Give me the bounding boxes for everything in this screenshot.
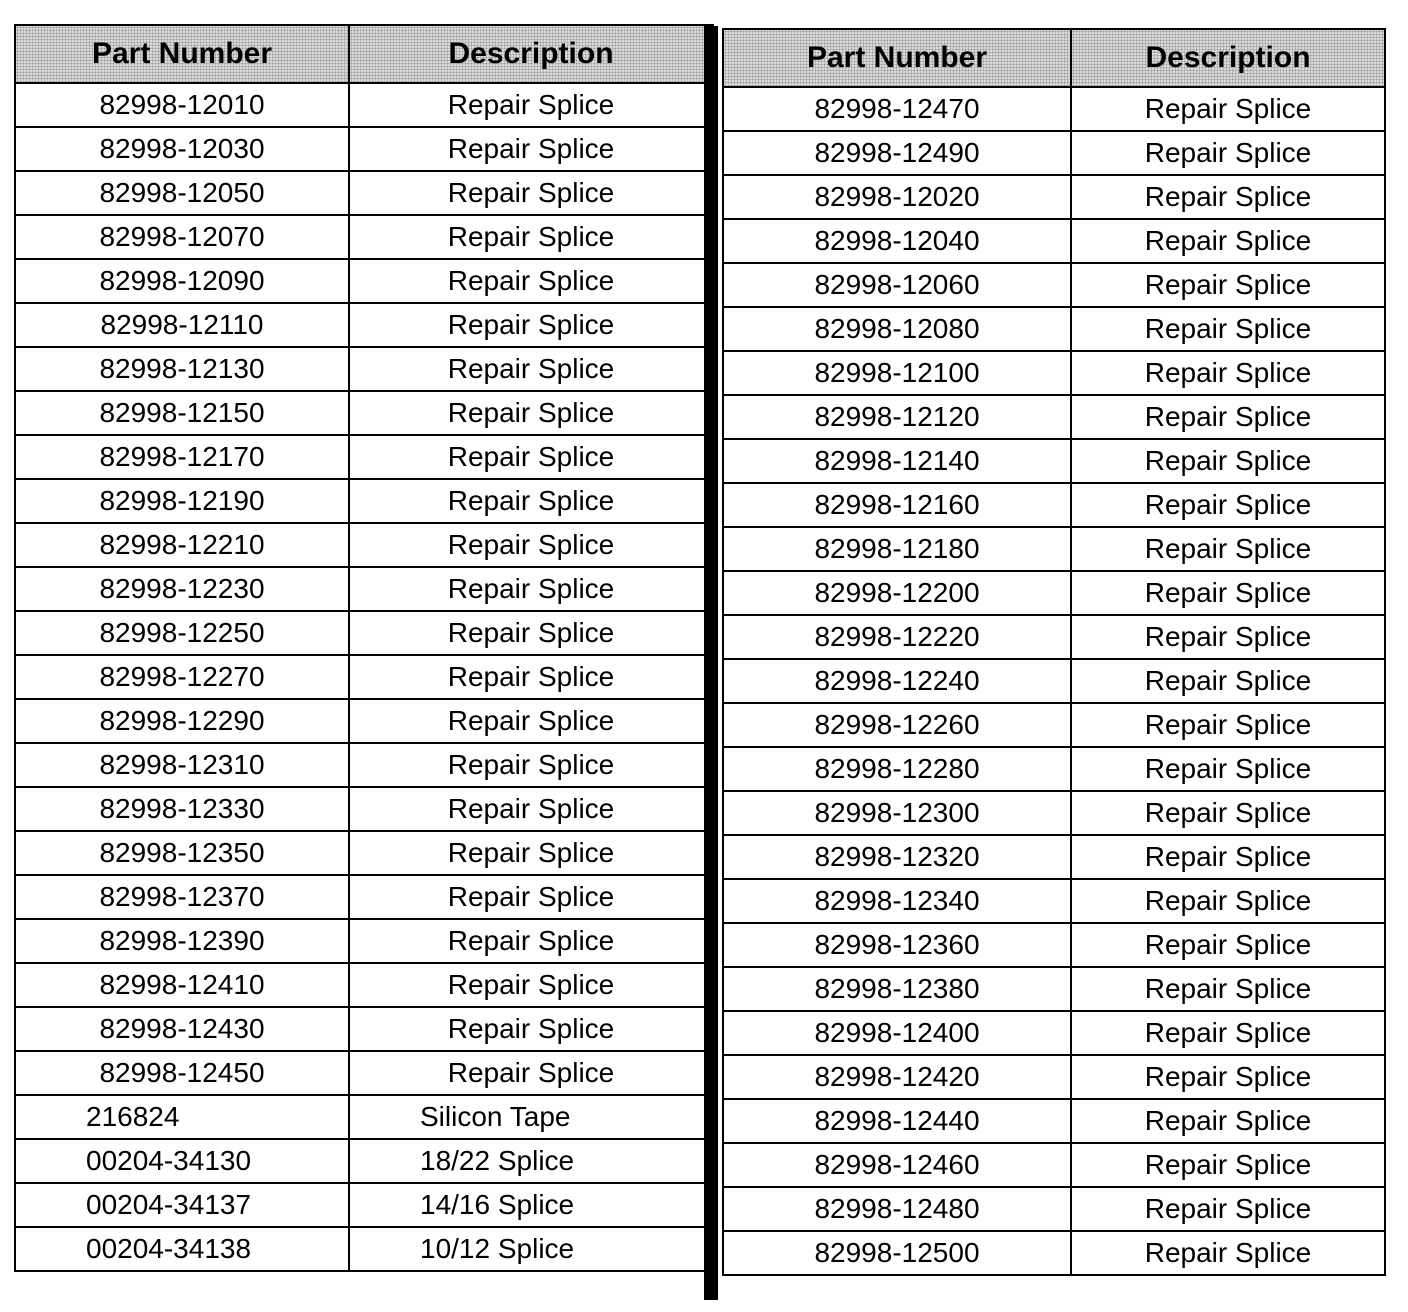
description-cell: Repair Splice <box>1071 395 1385 439</box>
table-row <box>15 1051 713 1095</box>
part-number-cell: 82998-12080 <box>723 307 1071 351</box>
description-cell: Repair Splice <box>349 611 713 655</box>
part-number-cell: 82998-12180 <box>723 527 1071 571</box>
table-row <box>723 1187 1385 1231</box>
description-cell: Repair Splice <box>1071 131 1385 175</box>
table-row <box>723 131 1385 175</box>
description-cell: Repair Splice <box>349 523 713 567</box>
table-row <box>15 435 713 479</box>
table-row <box>15 1007 713 1051</box>
table-row <box>723 175 1385 219</box>
description-cell: Repair Splice <box>349 963 713 1007</box>
part-number-cell: 82998-12500 <box>723 1231 1071 1275</box>
part-number-cell: 82998-12320 <box>723 835 1071 879</box>
part-number-cell: 82998-12260 <box>723 703 1071 747</box>
table-row <box>15 875 713 919</box>
table-row <box>15 127 713 171</box>
description-cell: Repair Splice <box>1071 791 1385 835</box>
part-number-cell: 82998-12460 <box>723 1143 1071 1187</box>
part-number-cell: 82998-12310 <box>15 743 349 787</box>
part-number-cell: 82998-12030 <box>15 127 349 171</box>
table-row <box>15 303 713 347</box>
table-row <box>723 395 1385 439</box>
description-cell: Repair Splice <box>349 479 713 523</box>
table-row <box>15 655 713 699</box>
table-row <box>723 1055 1385 1099</box>
description-cell: Repair Splice <box>349 655 713 699</box>
description-cell: Repair Splice <box>349 171 713 215</box>
part-number-cell: 82998-12150 <box>15 391 349 435</box>
part-number-cell: 82998-12230 <box>15 567 349 611</box>
part-number-cell: 82998-12450 <box>15 1051 349 1095</box>
part-number-cell: 82998-12220 <box>723 615 1071 659</box>
header-part-number: Part Number <box>15 25 349 83</box>
part-number-cell: 82998-12380 <box>723 967 1071 1011</box>
table-row <box>15 259 713 303</box>
part-number-cell: 82998-12490 <box>723 131 1071 175</box>
description-cell: Repair Splice <box>1071 879 1385 923</box>
part-number-cell: 82998-12110 <box>15 303 349 347</box>
table-row <box>723 1011 1385 1055</box>
description-cell: Repair Splice <box>1071 439 1385 483</box>
part-number-cell: 82998-12160 <box>723 483 1071 527</box>
table-row <box>723 1099 1385 1143</box>
description-cell: Repair Splice <box>1071 1143 1385 1187</box>
description-cell: Repair Splice <box>1071 835 1385 879</box>
description-cell: Repair Splice <box>349 699 713 743</box>
description-cell: Repair Splice <box>349 303 713 347</box>
part-number-cell: 00204-34138 <box>15 1227 349 1271</box>
table-row <box>723 307 1385 351</box>
description-cell: Silicon Tape <box>349 1095 713 1139</box>
table-row <box>15 347 713 391</box>
description-cell: Repair Splice <box>349 919 713 963</box>
part-number-cell: 82998-12470 <box>723 87 1071 131</box>
description-cell: Repair Splice <box>1071 703 1385 747</box>
part-number-cell: 82998-12130 <box>15 347 349 391</box>
table-row <box>15 831 713 875</box>
description-cell: 14/16 Splice <box>349 1183 713 1227</box>
description-cell: Repair Splice <box>349 787 713 831</box>
part-number-cell: 82998-12050 <box>15 171 349 215</box>
part-number-cell: 82998-12440 <box>723 1099 1071 1143</box>
part-number-cell: 82998-12370 <box>15 875 349 919</box>
description-cell: Repair Splice <box>349 875 713 919</box>
table-row <box>15 391 713 435</box>
description-cell: Repair Splice <box>1071 1099 1385 1143</box>
part-number-cell: 82998-12400 <box>723 1011 1071 1055</box>
part-number-cell: 82998-12170 <box>15 435 349 479</box>
table-row <box>723 219 1385 263</box>
description-cell: Repair Splice <box>349 743 713 787</box>
table-row <box>723 263 1385 307</box>
table-row <box>723 1143 1385 1187</box>
part-number-cell: 82998-12250 <box>15 611 349 655</box>
table-row <box>723 351 1385 395</box>
description-cell: Repair Splice <box>349 215 713 259</box>
table-row <box>15 523 713 567</box>
part-number-cell: 82998-12430 <box>15 1007 349 1051</box>
table-row <box>723 703 1385 747</box>
description-cell: Repair Splice <box>1071 483 1385 527</box>
part-number-cell: 82998-12200 <box>723 571 1071 615</box>
part-number-cell: 82998-12120 <box>723 395 1071 439</box>
description-cell: Repair Splice <box>1071 747 1385 791</box>
table-row <box>723 879 1385 923</box>
part-number-cell: 82998-12240 <box>723 659 1071 703</box>
description-cell: Repair Splice <box>1071 659 1385 703</box>
part-number-cell: 82998-12190 <box>15 479 349 523</box>
part-number-cell: 82998-12390 <box>15 919 349 963</box>
part-number-cell: 82998-12070 <box>15 215 349 259</box>
description-cell: Repair Splice <box>1071 1055 1385 1099</box>
table-divider <box>704 26 718 1300</box>
part-number-cell: 82998-12020 <box>723 175 1071 219</box>
description-cell: Repair Splice <box>349 83 713 127</box>
description-cell: Repair Splice <box>1071 307 1385 351</box>
part-number-cell: 82998-12290 <box>15 699 349 743</box>
table-row <box>723 967 1385 1011</box>
part-number-cell: 82998-12410 <box>15 963 349 1007</box>
part-number-cell: 82998-12040 <box>723 219 1071 263</box>
table-row <box>15 611 713 655</box>
description-cell: Repair Splice <box>349 567 713 611</box>
part-number-cell: 82998-12480 <box>723 1187 1071 1231</box>
table-row <box>15 743 713 787</box>
description-cell: Repair Splice <box>1071 263 1385 307</box>
table-row <box>15 83 713 127</box>
part-number-cell: 82998-12420 <box>723 1055 1071 1099</box>
table-row <box>15 1139 713 1183</box>
table-row <box>723 571 1385 615</box>
part-number-cell: 82998-12060 <box>723 263 1071 307</box>
description-cell: Repair Splice <box>1071 615 1385 659</box>
part-number-cell: 82998-12100 <box>723 351 1071 395</box>
part-number-cell: 82998-12350 <box>15 831 349 875</box>
description-cell: Repair Splice <box>1071 967 1385 1011</box>
table-row <box>15 787 713 831</box>
description-cell: Repair Splice <box>349 127 713 171</box>
part-number-cell: 82998-12360 <box>723 923 1071 967</box>
table-row <box>723 87 1385 131</box>
part-number-cell: 82998-12300 <box>723 791 1071 835</box>
description-cell: 10/12 Splice <box>349 1227 713 1271</box>
table-row <box>15 1227 713 1271</box>
table-row <box>15 215 713 259</box>
description-cell: Repair Splice <box>1071 175 1385 219</box>
description-cell: Repair Splice <box>349 347 713 391</box>
header-row <box>723 29 1385 87</box>
table-row <box>15 567 713 611</box>
description-cell: Repair Splice <box>1071 351 1385 395</box>
header-row <box>15 25 713 83</box>
description-cell: Repair Splice <box>1071 571 1385 615</box>
parts-table-right <box>722 28 1386 1276</box>
table-row <box>723 527 1385 571</box>
table-row <box>15 699 713 743</box>
part-number-cell: 216824 <box>15 1095 349 1139</box>
part-number-cell: 82998-12270 <box>15 655 349 699</box>
part-number-cell: 82998-12210 <box>15 523 349 567</box>
description-cell: Repair Splice <box>349 1051 713 1095</box>
description-cell: Repair Splice <box>349 391 713 435</box>
table-row <box>15 919 713 963</box>
table-row <box>723 483 1385 527</box>
table-row <box>723 791 1385 835</box>
part-number-cell: 82998-12090 <box>15 259 349 303</box>
part-number-cell: 00204-34137 <box>15 1183 349 1227</box>
part-number-cell: 82998-12330 <box>15 787 349 831</box>
description-cell: Repair Splice <box>1071 1011 1385 1055</box>
part-number-cell: 82998-12140 <box>723 439 1071 483</box>
table-row <box>723 615 1385 659</box>
table-row <box>15 479 713 523</box>
table-row <box>723 659 1385 703</box>
part-number-cell: 82998-12340 <box>723 879 1071 923</box>
table-row <box>723 835 1385 879</box>
header-description: Description <box>1071 29 1385 87</box>
description-cell: Repair Splice <box>1071 219 1385 263</box>
description-cell: Repair Splice <box>1071 1187 1385 1231</box>
description-cell: Repair Splice <box>349 831 713 875</box>
table-row <box>723 1231 1385 1275</box>
part-number-cell: 00204-34130 <box>15 1139 349 1183</box>
table-row <box>15 171 713 215</box>
parts-table-left <box>14 24 714 1272</box>
description-cell: Repair Splice <box>1071 527 1385 571</box>
table-row <box>15 963 713 1007</box>
description-cell: Repair Splice <box>349 1007 713 1051</box>
table-row <box>723 923 1385 967</box>
table-row <box>723 439 1385 483</box>
table-row <box>723 747 1385 791</box>
description-cell: Repair Splice <box>349 259 713 303</box>
part-number-cell: 82998-12010 <box>15 83 349 127</box>
description-cell: Repair Splice <box>1071 1231 1385 1275</box>
table-row <box>15 1183 713 1227</box>
part-number-cell: 82998-12280 <box>723 747 1071 791</box>
header-part-number: Part Number <box>723 29 1071 87</box>
description-cell: 18/22 Splice <box>349 1139 713 1183</box>
description-cell: Repair Splice <box>1071 87 1385 131</box>
table-row <box>15 1095 713 1139</box>
description-cell: Repair Splice <box>1071 923 1385 967</box>
header-description: Description <box>349 25 713 83</box>
description-cell: Repair Splice <box>349 435 713 479</box>
